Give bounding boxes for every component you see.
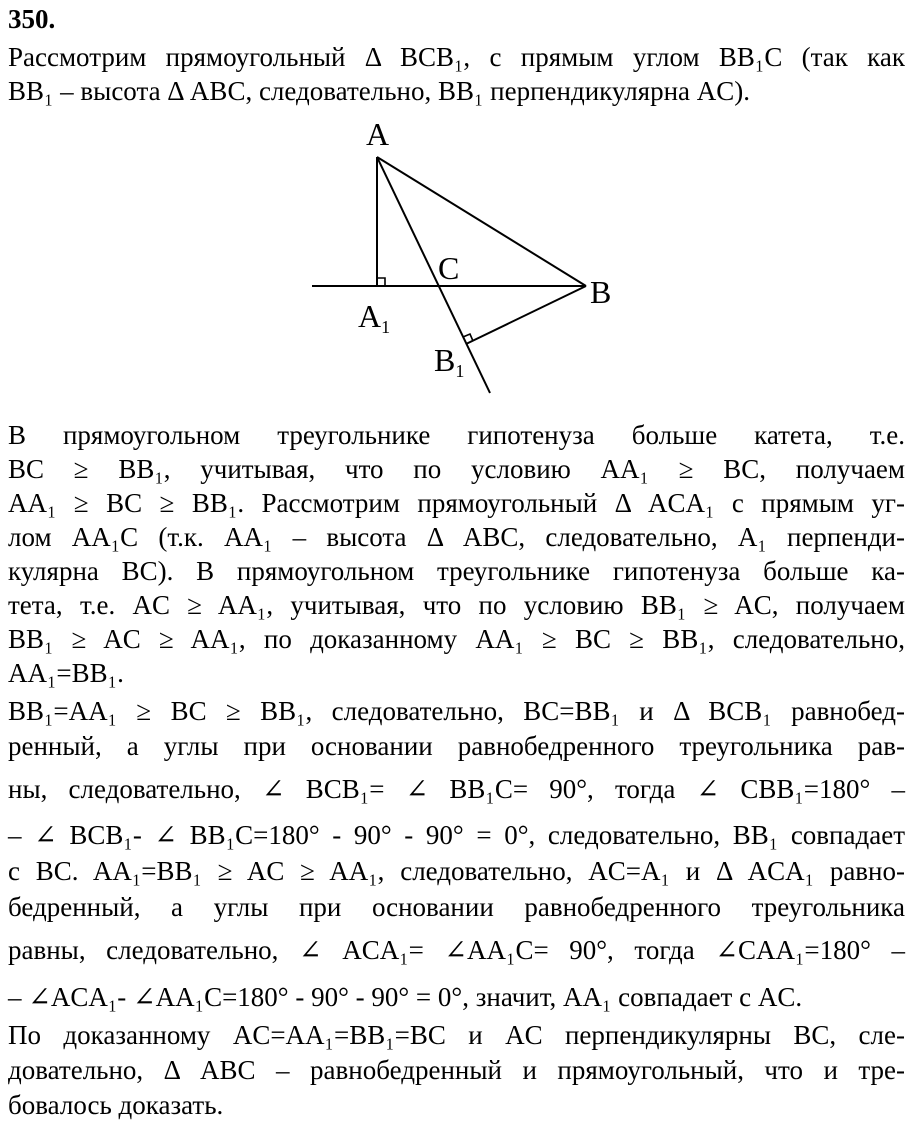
paragraph-line: равны, следовательно, ∠ ACA₁= ∠AA₁C= 90°, тогда ∠CAA₁=180° – [8, 935, 905, 965]
paragraph-line: В прямоугольном треугольнике гипотенуза больше катета, т.е. [8, 420, 905, 450]
label-a: A [366, 116, 390, 152]
paragraph-line: BB₁=AA₁ ≥ BC ≥ BB₁, следовательно, BC=BB₁ и Δ BCB₁ равнобед- [8, 696, 905, 726]
paragraph-line: лом AA₁C (т.к. AA₁ – высота Δ ABC, следовательно, A₁ перпенди- [8, 522, 905, 552]
triangle-figure [290, 115, 650, 405]
paragraph-line: довательно, Δ ABC – равнобедренный и прямоугольный, что и тре- [8, 1055, 905, 1085]
paragraph-line: бовалось доказать. [8, 1090, 224, 1120]
label-b1: B1 [434, 342, 465, 381]
paragraph-line: с BC. AA₁=BB₁ ≥ AC ≥ AA₁, следовательно, AC=A₁ и Δ ACA₁ равно- [8, 856, 905, 886]
paragraph-line: По доказанному AC=AA₁=BB₁=BC и AC перпендикулярны BC, сле- [8, 1020, 905, 1050]
paragraph-line: AA₁ ≥ BC ≥ BB₁. Рассмотрим прямоугольный Δ ACA₁ с прямым уг- [8, 488, 905, 518]
problem-number: 350. [8, 4, 56, 34]
paragraph-line: AA₁=BB₁. [8, 658, 124, 688]
paragraph-line: BC ≥ BB₁, учитывая, что по условию AA₁ ≥ BC, получаем [8, 454, 905, 484]
altitude-b-b1 [466, 286, 586, 344]
right-angle-mark-a1 [377, 278, 385, 286]
label-c: C [438, 250, 460, 286]
paragraph-line: тета, т.е. AC ≥ AA₁, учитывая, что по условию BB₁ ≥ AC, получаем [8, 590, 905, 620]
label-a1: A1 [358, 298, 391, 337]
paragraph-line: – ∠ACA₁- ∠AA₁C=180° - 90° - 90° = 0°, значит, AA₁ совпадает с AC. [8, 982, 803, 1012]
paragraph-line: бедренный, а углы при основании равнобедренного треугольника [8, 892, 905, 922]
paragraph-line: BB₁ ≥ AC ≥ AA₁, по доказанному AA₁ ≥ BC ≥ BB₁, следовательно, [8, 624, 905, 654]
paragraph-line: – ∠ BCB₁- ∠ BB₁C=180° - 90° - 90° = 0°, следовательно, BB₁ совпадает [8, 820, 905, 850]
paragraph-line: ренный, а углы при основании равнобедренного треугольника рав- [8, 731, 905, 761]
intro-line: BB₁ – высота Δ ABC, следовательно, BB₁ перпендикулярна AC). [8, 76, 751, 106]
intro-line: Рассмотрим прямоугольный Δ BCB₁, с прямым углом BB₁C (так как [8, 42, 905, 72]
label-b: B [590, 274, 612, 310]
paragraph-line: кулярна BC). В прямоугольном треугольнике гипотенуза больше ка- [8, 556, 905, 586]
paragraph-line: ны, следовательно, ∠ BCB₁= ∠ BB₁C= 90°, тогда ∠ CBB₁=180° – [8, 774, 905, 804]
